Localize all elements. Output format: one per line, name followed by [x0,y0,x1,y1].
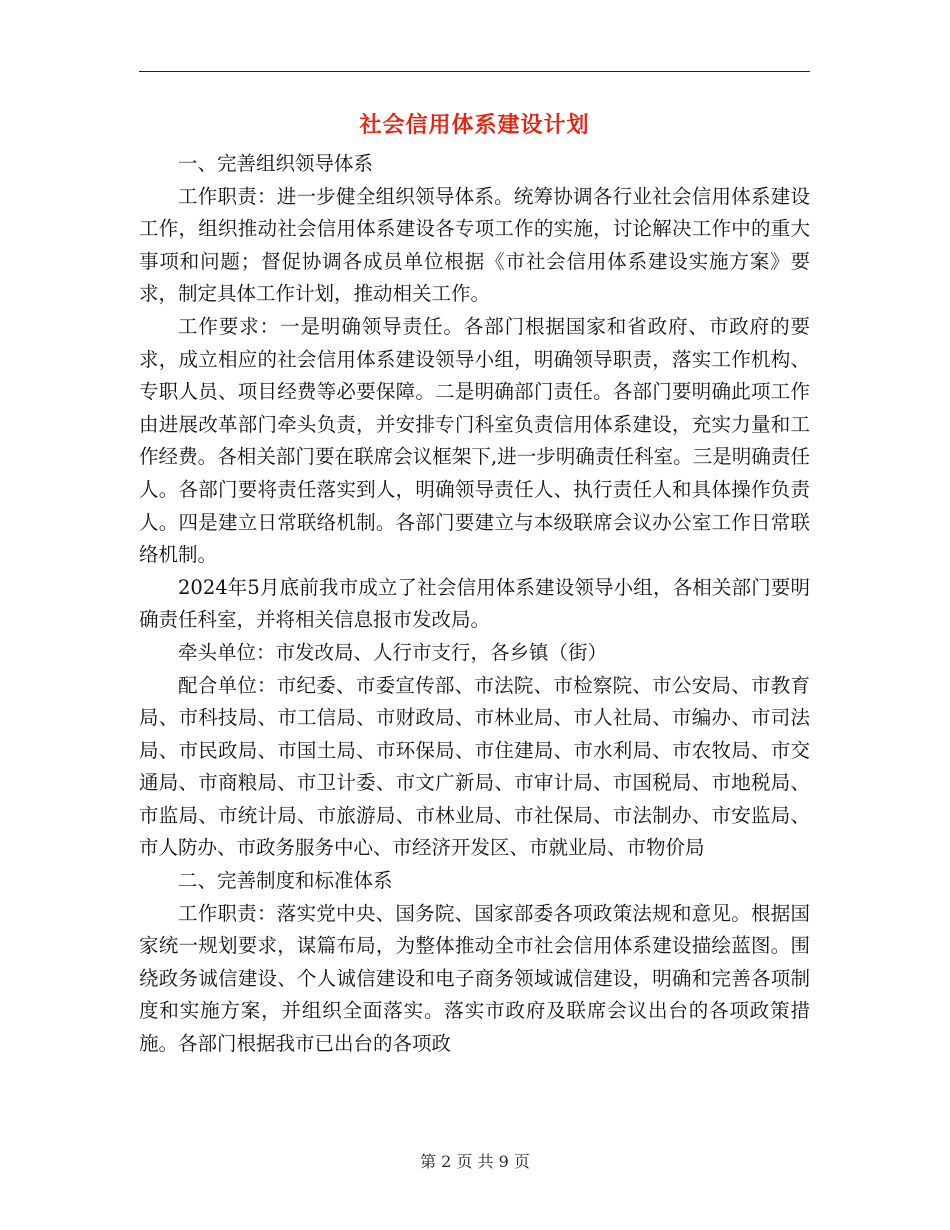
paragraph-duties-2: 工作职责：落实党中央、国务院、国家部委各项政策法规和意见。根据国家统一规划要求，谋篇布局，为整体推动全市社会信用体系建设描绘蓝图。围绕政务诚信建设、个人诚信建设和电子商务领域诚信建设，明确和完善各项制度和实施方案，并组织全面落实。落实市政府及联席会议出台的各项政策措施。各部门根据我市已出台的各项政 [139,901,810,1056]
paragraph-requirements-1: 工作要求：一是明确领导责任。各部门根据国家和省政府、市政府的要求，成立相应的社会信用体系建设领导小组，明确领导职责，落实工作机构、专职人员、项目经费等必要保障。二是明确部门责任。各部门要明确此项工作由进展改革部门牵头负责，并安排专门科室负责信用体系建设，充实力量和工作经费。各相关部门要在联席会议框架下,进一步明确责任科室。三是明确责任人。各部门要将责任落实到人，明确领导责任人、执行责任人和具体操作负责人。四是建立日常联络机制。各部门要建立与本级联席会议办公室工作日常联络机制。 [139,314,810,567]
section-heading-1: 一、完善组织领导体系 [178,152,374,175]
document-title: 社会信用体系建设计划 [359,112,590,138]
paragraph-deadline: 2024年5月底前我市成立了社会信用体系建设领导小组，各相关部门要明确责任科室，并将相关信息报市发改局。 [139,575,810,632]
paragraph-cooperating-units: 配合单位：市纪委、市委宣传部、市法院、市检察院、市公安局、市教育局、市科技局、市工信局、市财政局、市林业局、市人社局、市编办、市司法局、市民政局、市国土局、市环保局、市住建局、市水利局、市农牧局、市交通局、市商粮局、市卫计委、市文广新局、市审计局、市国税局、市地税局、市监局、市统计局、市旅游局、市林业局、市社保局、市法制办、市安监局、市人防办、市政务服务中心、市经济开发区、市就业局、市物价局 [139,673,810,860]
paragraph-duties-1: 工作职责：进一步健全组织领导体系。统筹协调各行业社会信用体系建设工作，组织推动社会信用体系建设各专项工作的实施，讨论解决工作中的重大事项和问题；督促协调各成员单位根据《市社会信用体系建设实施方案》要求，制定具体工作计划，推动相关工作。 [139,184,810,306]
page-number: 第 2 页 共 9 页 [420,1152,530,1171]
paragraph-lead-units: 牵头单位：市发改局、人行市支行，各乡镇（街） [178,640,608,664]
document-body [139,148,810,1061]
header-rule [139,71,810,72]
section-heading-2: 二、完善制度和标准体系 [178,869,393,893]
